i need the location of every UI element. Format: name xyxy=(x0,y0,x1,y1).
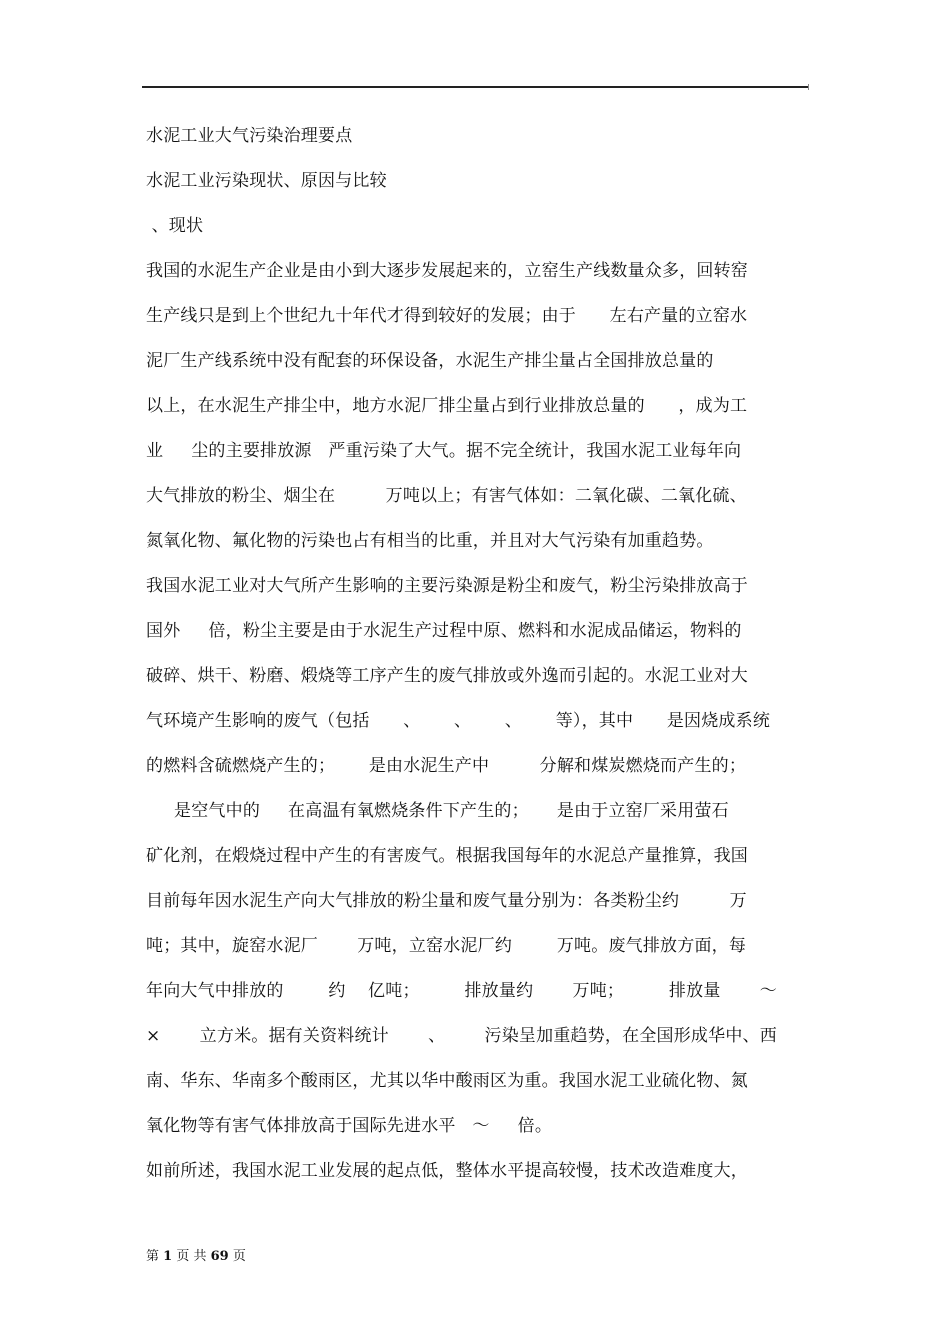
body-line: 国外 倍，粉尘主要是由于水泥生产过程中原、燃料和水泥成品储运，物料的 xyxy=(146,621,742,641)
body-line: 目前每年因水泥生产向大气排放的粉尘量和废气量分别为：各类粉尘约 万 xyxy=(146,891,747,911)
body-line: 泥厂生产线系统中没有配套的环保设备，水泥生产排尘量占全国排放总量的 xyxy=(146,351,714,371)
body-line: 是空气中的 在高温有氧燃烧条件下产生的； 是由于立窑厂采用萤石 xyxy=(146,801,729,821)
footer-suffix: 页 xyxy=(228,1249,246,1264)
body-line: 南、华东、华南多个酸雨区，尤其以华中酸雨区为重。我国水泥工业硫化物、氮 xyxy=(146,1071,748,1091)
footer-prefix: 第 xyxy=(146,1249,164,1264)
document-subtitle: 水泥工业污染现状、原因与比较 xyxy=(146,171,387,191)
footer-page-number: 1 xyxy=(163,1249,173,1264)
header-rule-tick xyxy=(808,84,809,90)
body-line: 如前所述，我国水泥工业发展的起点低，整体水平提高较慢，技术改造难度大， xyxy=(146,1161,748,1181)
section-heading: 、现状 xyxy=(146,216,204,236)
body-line: 矿化剂，在煅烧过程中产生的有害废气。根据我国每年的水泥总产量推算，我国 xyxy=(146,846,748,866)
body-line: 以上，在水泥生产排尘中，地方水泥厂排尘量占到行业排放总量的 ，成为工 xyxy=(146,396,748,416)
body-line: 气环境产生影响的废气（包括 、 、 、 等），其中 是因烧成系统 xyxy=(146,711,771,731)
body-line: 大气排放的粉尘、烟尘在 万吨以上；有害气体如：二氧化碳、二氧化硫、 xyxy=(146,486,747,506)
body-line: × 立方米。据有关资料统计 、 污染呈加重趋势，在全国形成华中、西 xyxy=(146,1026,777,1046)
footer-middle: 页 共 xyxy=(172,1249,211,1264)
body-line: 生产线只是到上个世纪九十年代才得到较好的发展；由于 左右产量的立窑水 xyxy=(146,306,748,326)
header-rule xyxy=(142,86,809,88)
document-title: 水泥工业大气污染治理要点 xyxy=(146,126,353,146)
body-line: 氧化物等有害气体排放高于国际先进水平 ～ 倍。 xyxy=(146,1116,553,1136)
body-line: 破碎、烘干、粉磨、煅烧等工序产生的废气排放或外逸而引起的。水泥工业对大 xyxy=(146,666,748,686)
body-line: 我国水泥工业对大气所产生影响的主要污染源是粉尘和废气，粉尘污染排放高于 xyxy=(146,576,748,596)
body-line: 业 尘的主要排放源 严重污染了大气。据不完全统计，我国水泥工业每年向 xyxy=(146,441,742,461)
footer-total-pages: 69 xyxy=(210,1249,229,1264)
body-line: 我国的水泥生产企业是由小到大逐步发展起来的，立窑生产线数量众多，回转窑 xyxy=(146,261,748,281)
body-line: 氮氧化物、氟化物的污染也占有相当的比重，并且对大气污染有加重趋势。 xyxy=(146,531,714,551)
body-line: 年向大气中排放的 约 亿吨； 排放量约 万吨； 排放量 ～ xyxy=(146,981,777,1001)
body-line: 吨；其中，旋窑水泥厂 万吨，立窑水泥厂约 万吨。废气排放方面，每 xyxy=(146,936,747,956)
body-line: 的燃料含硫燃烧产生的； 是由水泥生产中 分解和煤炭燃烧而产生的； xyxy=(146,756,747,776)
page-footer xyxy=(146,1248,246,1266)
